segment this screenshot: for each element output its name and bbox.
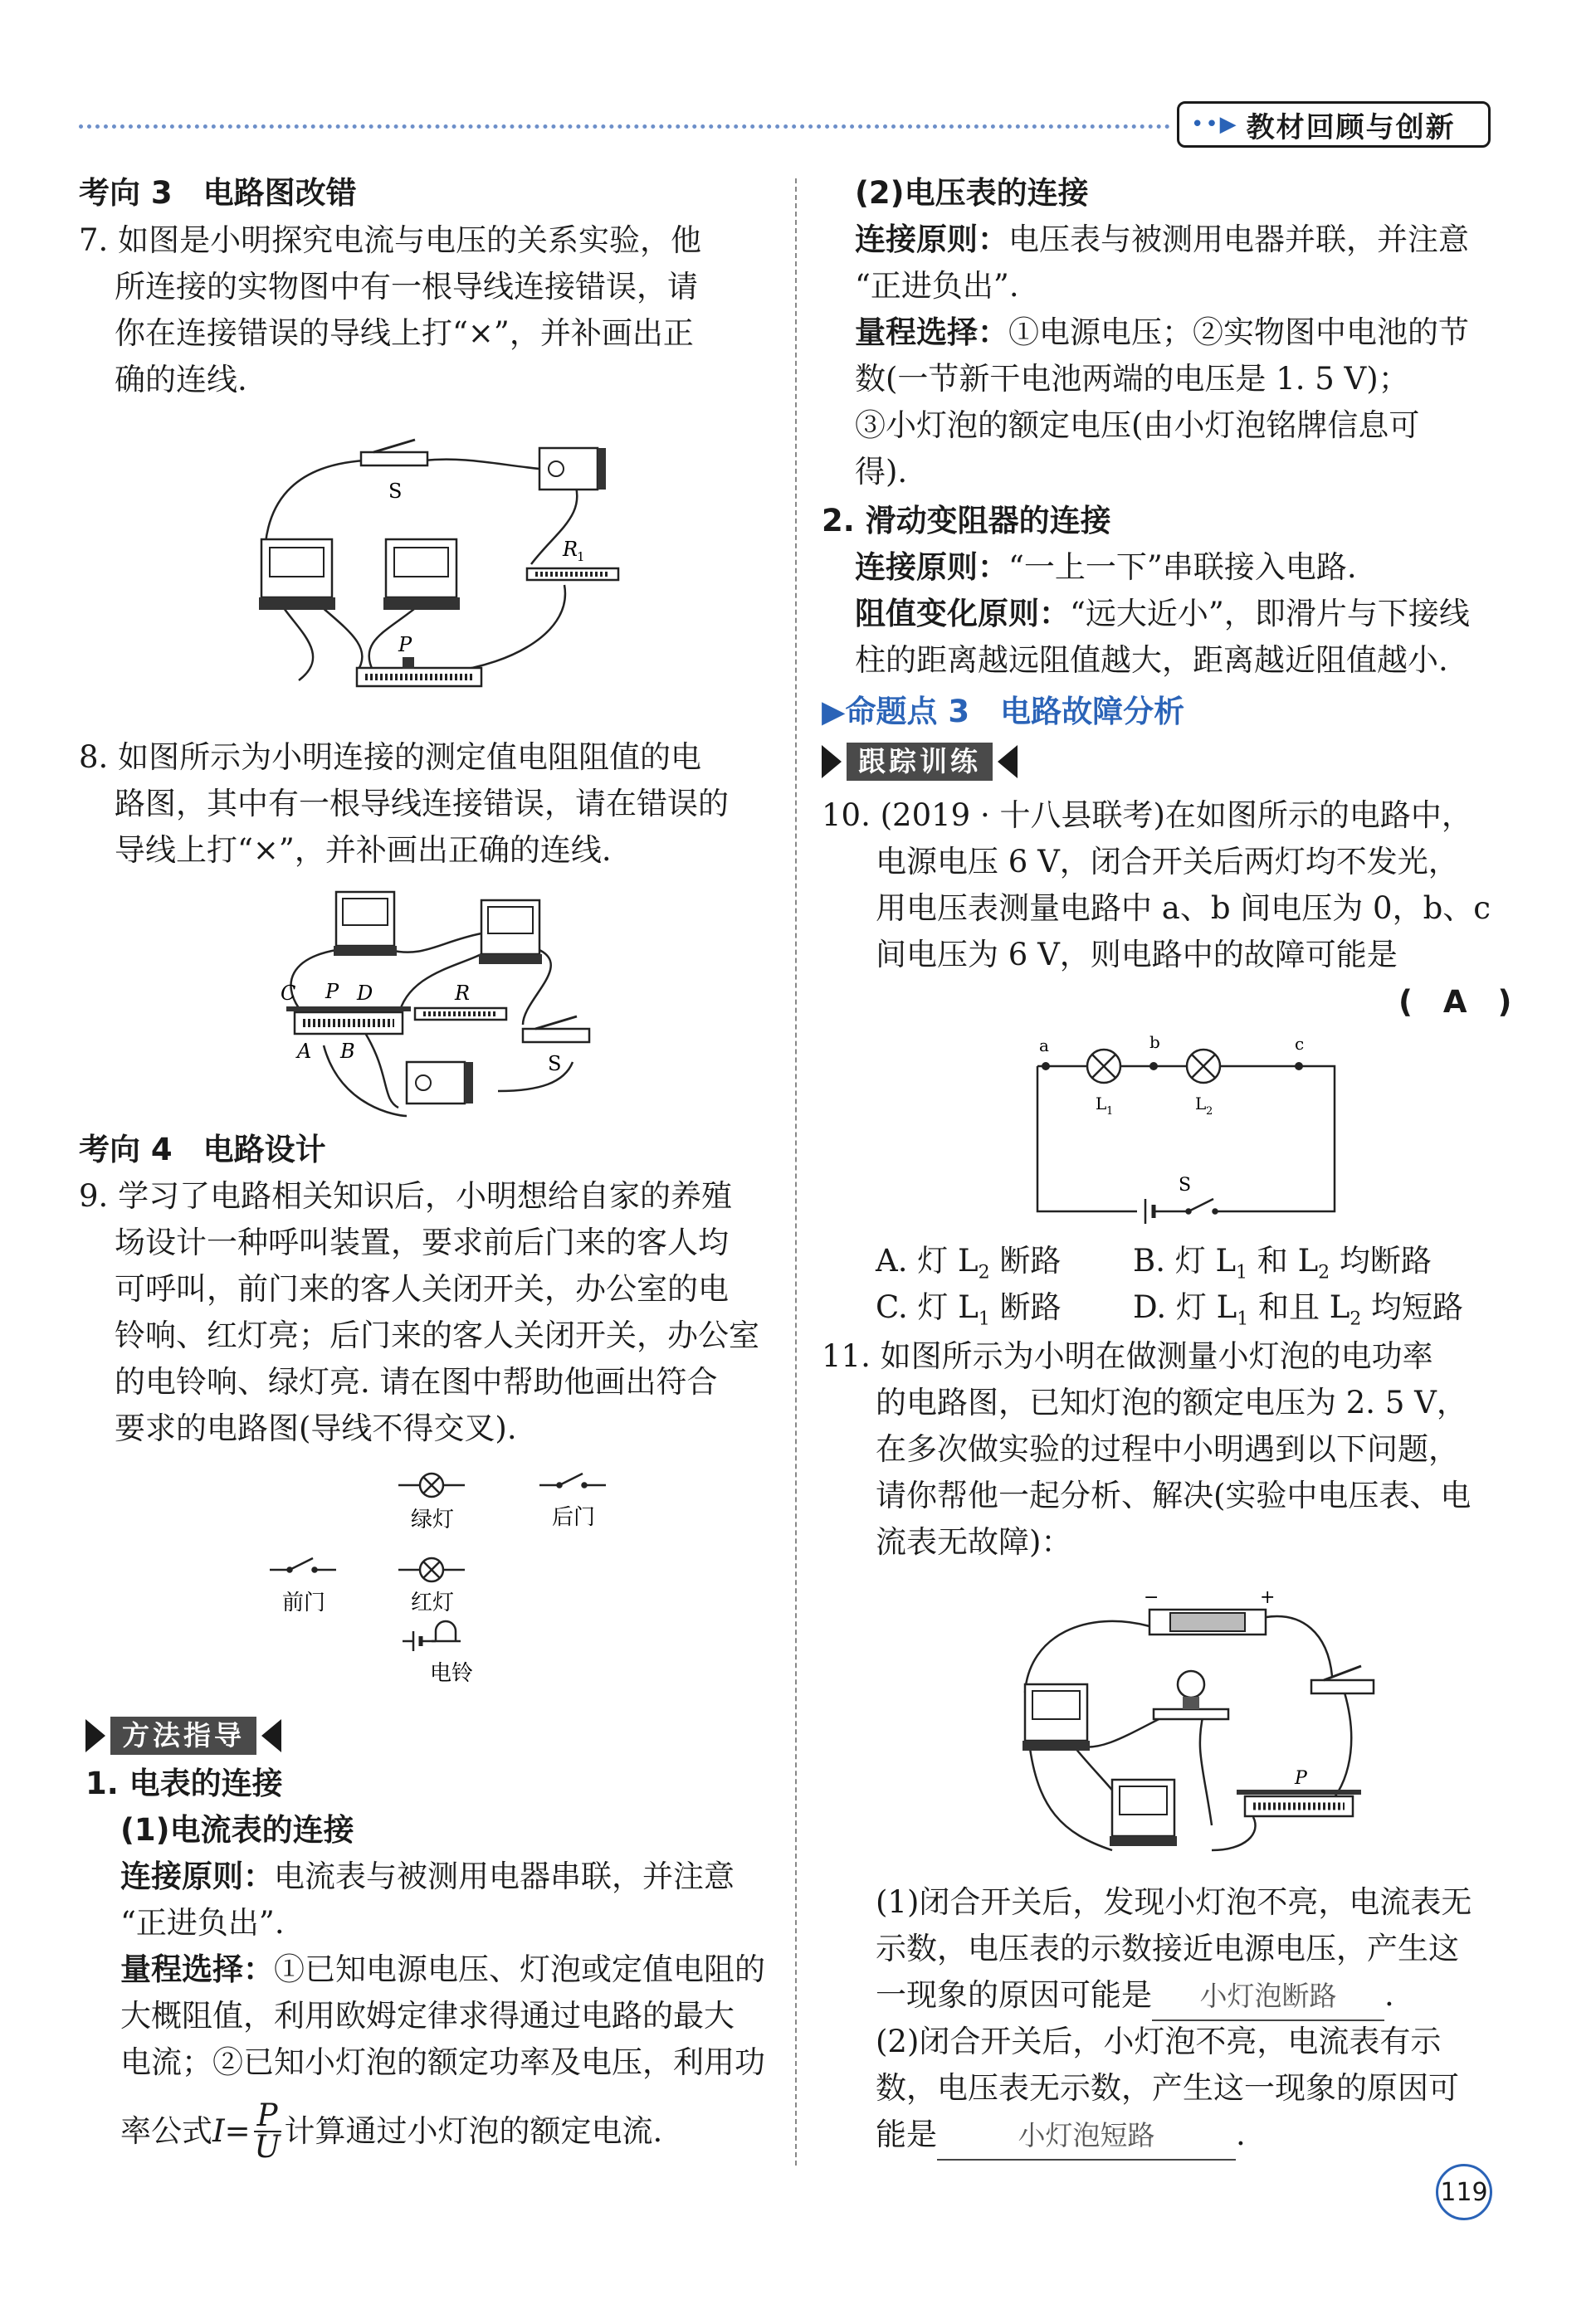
topic-3-heading: 考向 3 电路图改错 (79, 175, 357, 211)
fig8-label-r: R (455, 982, 471, 1005)
q9-line-3: 可呼叫，前门来的客人关闭开关，办公室的电 (115, 1271, 729, 1307)
fig10-label-b: b (1149, 1033, 1160, 1052)
m1-1-principle: 连接原则：电流表与被测用电器串联，并注意 (120, 1859, 735, 1894)
fig10-label-l1: L (1096, 1094, 1107, 1113)
switch-icon (361, 440, 427, 465)
green-lamp-label: 绿灯 (411, 1508, 455, 1532)
fig10-label-s: S (1179, 1175, 1192, 1196)
bell-label: 电铃 (430, 1661, 474, 1686)
m1-1-formula-line: 率公式 I = $\frac{P}{U}$ 计算通过小灯泡的额定电流. (120, 2097, 663, 2165)
q10-option-b[interactable]: B. 灯 $L_1$ 和 $L_2$ 均断路 (1133, 1243, 1432, 1284)
m1-1-heading: (1)电流表的连接 (120, 1812, 354, 1848)
green-lamp-icon (398, 1474, 465, 1497)
m1-2-principle: 连接原则：电压表与被测用电器并联，并注意 (855, 222, 1469, 257)
formula-fraction: $\frac{P}{U}$ (254, 2097, 281, 2165)
q8-line-1: 8. 如图所示为小明连接的测定值电阻阻值的电 (79, 739, 702, 775)
fig10-label-l2-sub: 2 (1206, 1105, 1213, 1118)
rheostat-icon (357, 657, 481, 686)
q11-line-1: 11. 如图所示为小明在做测量小灯泡的电功率 (822, 1338, 1433, 1374)
q11-2-answer-blank[interactable]: 小灯泡短路 (937, 2112, 1236, 2161)
m1-2-heading: (2)电压表的连接 (855, 175, 1089, 211)
banner-right-arrow-icon (822, 745, 842, 778)
rheostat-icon (286, 1006, 411, 1034)
m1-1-principle-2: “正进负出”. (120, 1905, 285, 1941)
ammeter-icon (1023, 1684, 1090, 1751)
m1-1-range-2: 大概阻值，利用欧姆定律求得通过电路的最大 (120, 1998, 735, 2034)
banner-right-arrow-icon (85, 1719, 105, 1752)
voltmeter-icon (1110, 1780, 1177, 1846)
q7-line-1: 7. 如图是小明探究电流与电压的关系实验，他 (79, 222, 702, 258)
m2-change: 阻值变化原则：“远大近小”，即滑片与下接线 (855, 596, 1470, 631)
q11-1-answer-blank[interactable]: 小灯泡断路 (1152, 1973, 1384, 2021)
q11-line-5: 流表无故障)： (876, 1524, 1072, 1560)
m1-2-range-1: 量程选择：①电源电压；②实物图中电池的节 (855, 314, 1469, 350)
tracking-banner (822, 742, 1018, 782)
front-door-switch-icon (270, 1558, 336, 1572)
q9-line-6: 要求的电路图(导线不得交叉). (115, 1410, 517, 1446)
fig7-switch-label: S (388, 480, 403, 503)
q8-line-3: 导线上打“×”，并补画出正确的连线. (115, 832, 612, 868)
m1-2-range-3: ③小灯泡的额定电压(由小灯泡铭牌信息可 (855, 407, 1420, 443)
m1-2-range-4: 得). (855, 454, 908, 490)
fig7-resistor-label: R (563, 538, 578, 561)
q9-line-4: 铃响、红灯亮；后门来的客人关闭开关，办公室 (115, 1318, 759, 1353)
point-3-heading: ▶命题点 3 电路故障分析 (822, 694, 1185, 729)
q11-1-line-2: 示数，电压表的示数接近电源电压，产生这 (876, 1931, 1459, 1966)
method-guide-label: 方法指导 (110, 1717, 256, 1755)
fig8-label-c: C (281, 982, 296, 1005)
ammeter-icon (259, 539, 335, 610)
q9-line-5: 的电铃响、绿灯亮. 请在图中帮助他画出符合 (115, 1364, 718, 1400)
header-dotted-rule (79, 124, 1170, 129)
m1-2-principle-2: “正进负出”. (855, 268, 1019, 304)
figure-8-circuit (274, 884, 606, 1124)
battery-icon (1149, 1610, 1266, 1635)
q7-line-2: 所连接的实物图中有一根导线连接错误，请 (115, 269, 698, 305)
q9-line-2: 场设计一种呼叫装置，要求前后门来的客人均 (115, 1225, 729, 1260)
method-guide-banner (85, 1716, 281, 1756)
back-door-switch-icon (539, 1474, 606, 1488)
m2-heading: 2. 滑动变阻器的连接 (822, 503, 1111, 538)
fig7-resistor-sub: 1 (577, 549, 585, 564)
fig11-minus: − (1144, 1587, 1159, 1608)
battery-box-icon (539, 448, 606, 490)
battery-box-icon (407, 1062, 473, 1104)
q11-2-line-1: (2)闭合开关后，小灯泡不亮，电流表有示 (876, 2024, 1442, 2059)
switch-icon (1311, 1666, 1374, 1693)
section-header-box (1177, 101, 1491, 148)
column-divider (795, 178, 797, 2166)
q11-1-line-3: 一现象的原因可能是 小灯泡断路 . (876, 1972, 1394, 2021)
topic-4-heading: 考向 4 电路设计 (79, 1132, 326, 1167)
m1-2-range-2: 数(一节新干电池两端的电压是 1. 5 V)； (855, 361, 1409, 397)
q10-answer: ( A ) (1398, 984, 1512, 1020)
q10-line-1: 10. (2019 · 十八县联考)在如图所示的电路中， (822, 797, 1472, 833)
q10-line-4: 间电压为 6 V，则电路中的故障可能是 (876, 937, 1398, 972)
q10-option-a[interactable]: A. 灯 $L_2$ 断路 (876, 1243, 1062, 1284)
q10-option-c[interactable]: C. 灯 $L_1$ 断路 (876, 1289, 1062, 1330)
fig8-label-s: S (548, 1052, 562, 1075)
q11-line-2: 的电路图，已知灯泡的额定电压为 2. 5 V， (876, 1385, 1467, 1420)
front-door-label: 前门 (282, 1591, 326, 1615)
resistor-icon (415, 1008, 506, 1020)
q11-2-line-3: 能是 小灯泡短路 . (876, 2112, 1246, 2161)
fig8-label-p: P (325, 980, 339, 1003)
figure-10-circuit (1021, 1033, 1353, 1232)
q7-line-3: 你在连接错误的导线上打“×”，并补画出正 (115, 315, 694, 351)
m1-heading: 1. 电表的连接 (85, 1766, 283, 1801)
lamp-holder-icon (1154, 1671, 1228, 1719)
m2-change-2: 柱的距离越远阻值越大，距离越近阻值越小. (855, 642, 1448, 678)
fig8-label-b: B (340, 1040, 355, 1063)
switch-icon (523, 1016, 589, 1042)
red-lamp-label: 红灯 (411, 1591, 455, 1615)
q10-line-2: 电源电压 6 V，闭合开关后两灯均不发光， (876, 844, 1459, 879)
voltmeter-icon (383, 539, 460, 610)
voltmeter-icon (479, 900, 542, 964)
fig11-plus: + (1260, 1587, 1276, 1608)
q8-line-2: 路图，其中有一根导线连接错误，请在错误的 (115, 786, 729, 821)
fig10-label-c: c (1295, 1034, 1305, 1054)
resistor-icon (527, 568, 618, 580)
section-title: 教材回顾与创新 (1246, 110, 1456, 144)
figure-7-circuit (249, 431, 631, 697)
m1-1-range-3: 电流；②已知小灯泡的额定功率及电压，利用功 (120, 2044, 765, 2080)
figure-11-circuit (996, 1585, 1386, 1867)
bell-icon (403, 1621, 461, 1651)
banner-left-arrow-icon (998, 745, 1018, 778)
q10-option-d[interactable]: D. 灯 $L_1$ 和且 $L_2$ 均短路 (1133, 1289, 1464, 1330)
q11-line-3: 在多次做实验的过程中小明遇到以下问题， (876, 1431, 1459, 1467)
fig8-label-d: D (357, 982, 373, 1005)
header-arrow-icon: ••▶ (1191, 112, 1238, 137)
q11-1-line-1: (1)闭合开关后，发现小灯泡不亮，电流表无 (876, 1884, 1472, 1920)
banner-left-arrow-icon (261, 1719, 281, 1752)
q10-line-3: 用电压表测量电路中 a、b 间电压为 0，b、c (876, 890, 1491, 926)
back-door-label: 后门 (552, 1505, 596, 1530)
m2-principle: 连接原则：“一上一下”串联接入电路. (855, 549, 1357, 585)
tracking-label: 跟踪训练 (847, 743, 993, 781)
q11-2-line-2: 数，电压表无示数，产生这一现象的原因可 (876, 2070, 1459, 2106)
rheostat-icon (1237, 1790, 1361, 1816)
fig10-label-l1-sub: 1 (1106, 1105, 1114, 1118)
red-lamp-icon (398, 1558, 465, 1581)
fig10-label-a: a (1039, 1035, 1049, 1055)
q7-line-4: 确的连线. (115, 362, 247, 397)
q9-line-1: 9. 学习了电路相关知识后，小明想给自家的养殖 (79, 1178, 733, 1214)
fig10-label-l2: L (1195, 1094, 1207, 1113)
q11-line-4: 请你帮他一起分析、解决(实验中电压表、电 (876, 1478, 1472, 1513)
page-number: 119 (1436, 2164, 1492, 2220)
fig11-slider-label: P (1295, 1768, 1307, 1789)
fig8-label-a: A (297, 1040, 312, 1063)
ammeter-icon (334, 892, 397, 956)
figure-9-components (257, 1460, 639, 1693)
fig7-slider-label: P (398, 633, 412, 656)
m1-1-range-1: 量程选择：①已知电源电压、灯泡或定值电阻的 (120, 1951, 765, 1987)
